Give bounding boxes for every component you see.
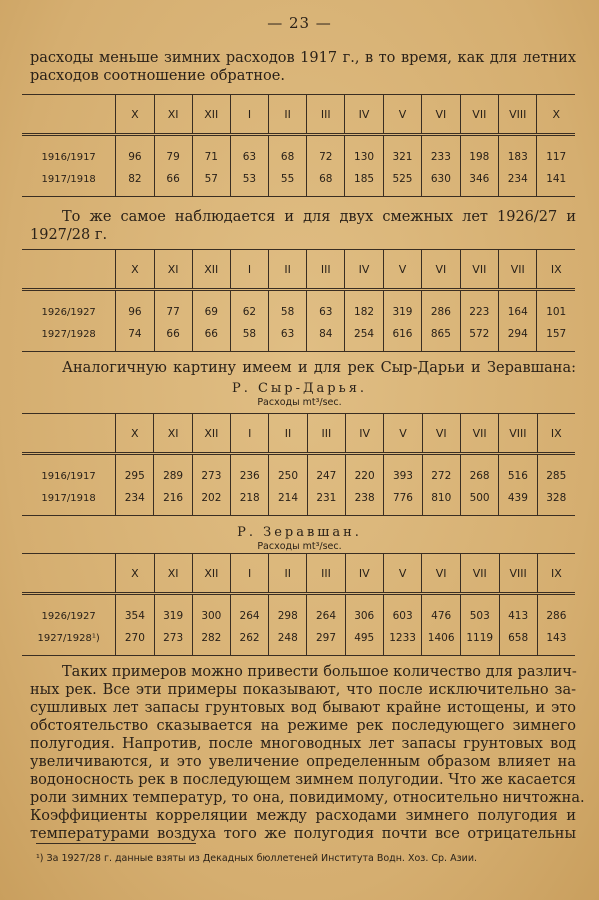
river-2-title: Р. Зеравшан. bbox=[237, 525, 362, 540]
river-2-units: Расходы mt³/sec. bbox=[257, 541, 342, 552]
column-header-month: VIII bbox=[499, 414, 537, 454]
table-cell: 141 bbox=[537, 168, 575, 197]
table-cell: 96 bbox=[116, 290, 154, 324]
table-cell: 393 bbox=[384, 454, 422, 488]
body-line: сушливых лет запасы грунтовых вод бывают крайне истощены, и это bbox=[30, 700, 576, 716]
column-header-month: III bbox=[307, 414, 345, 454]
column-header-month: XII bbox=[192, 95, 230, 135]
table-3-header bbox=[22, 414, 575, 454]
table-cell: 254 bbox=[345, 323, 383, 352]
table-cell: 500 bbox=[460, 487, 498, 516]
analog-paragraph bbox=[62, 359, 576, 377]
table-cell: 218 bbox=[231, 487, 269, 516]
table-row bbox=[22, 290, 575, 324]
body-line: температурами воздуха того же полугодия почти все отрицательны bbox=[30, 826, 576, 842]
column-header-month: V bbox=[383, 95, 421, 135]
table-cell: 525 bbox=[383, 168, 421, 197]
table-row bbox=[22, 454, 575, 488]
table-cell: 72 bbox=[307, 135, 345, 169]
table-cell: 74 bbox=[116, 323, 154, 352]
table-cell: 216 bbox=[154, 487, 192, 516]
table-2-header bbox=[22, 250, 575, 290]
table-row bbox=[22, 594, 575, 628]
table-cell: 183 bbox=[499, 135, 537, 169]
body-line: полугодия. Напротив, после многоводных лет запасы грунтовых вод bbox=[30, 736, 576, 752]
column-header-year bbox=[22, 554, 116, 594]
intro-line-2: расходов соотношение обратное. bbox=[30, 68, 285, 84]
column-header-month: XI bbox=[154, 554, 192, 594]
analog-line: Аналогичную картину имеем и для рек Сыр-Дарьи и Зеравшана: bbox=[62, 360, 576, 376]
body-line: обстоятельство сказывается на режиме рек последующего зимнего bbox=[30, 718, 576, 734]
column-header-month: VI bbox=[422, 414, 460, 454]
mid-line-1: То же самое наблюдается и для двух смежных лет 1926/27 и bbox=[62, 209, 576, 225]
row-year-label: 1917/1918 bbox=[41, 492, 96, 504]
table-1-body bbox=[22, 135, 575, 197]
table-cell: 321 bbox=[383, 135, 421, 169]
table-cell: 82 bbox=[116, 168, 154, 197]
column-header-month: VII bbox=[460, 250, 498, 290]
column-header-month: X bbox=[537, 95, 575, 135]
table-cell: 247 bbox=[307, 454, 345, 488]
table-row bbox=[22, 168, 575, 197]
column-header-month: IV bbox=[346, 414, 384, 454]
table-cell: 66 bbox=[192, 323, 230, 352]
table-cell: 616 bbox=[383, 323, 421, 352]
column-header-month: VII bbox=[499, 250, 537, 290]
table-cell: 69 bbox=[192, 290, 230, 324]
column-header-month: III bbox=[307, 250, 345, 290]
table-cell: 476 bbox=[422, 594, 461, 628]
footnote-rule bbox=[36, 843, 196, 844]
column-header-month: IV bbox=[345, 250, 383, 290]
table-1 bbox=[22, 94, 575, 197]
column-header-month: X bbox=[116, 554, 154, 594]
column-header-month: VI bbox=[422, 95, 460, 135]
table-cell: 62 bbox=[230, 290, 268, 324]
column-header-month: I bbox=[230, 95, 268, 135]
row-year-label: 1916/1917 bbox=[41, 470, 96, 482]
footnote: ¹) За 1927/28 г. данные взяты из Декадных бюллетеней Института Водн. Хоз. Ср. Азии. bbox=[36, 853, 478, 864]
table-cell: 865 bbox=[422, 323, 460, 352]
column-header-month: XII bbox=[192, 414, 230, 454]
table-cell: 289 bbox=[154, 454, 192, 488]
table-cell: 439 bbox=[499, 487, 537, 516]
table-cell: 68 bbox=[307, 168, 345, 197]
column-header-month: IV bbox=[345, 554, 383, 594]
table-cell: 57 bbox=[192, 168, 230, 197]
column-header-month: IX bbox=[537, 250, 575, 290]
table-cell: 306 bbox=[345, 594, 383, 628]
table-cell: 270 bbox=[116, 627, 154, 656]
row-year-label: 1926/1927 bbox=[41, 610, 96, 622]
column-header-month: II bbox=[269, 250, 307, 290]
column-header-month: I bbox=[230, 554, 268, 594]
table-cell: 319 bbox=[383, 290, 421, 324]
body-line: ных рек. Все эти примеры показывают, что после исключительно за- bbox=[30, 682, 576, 698]
table-cell: 264 bbox=[230, 594, 268, 628]
table-cell: 776 bbox=[384, 487, 422, 516]
table-cell: 53 bbox=[230, 168, 268, 197]
table-cell: 157 bbox=[537, 323, 575, 352]
table-cell: 272 bbox=[422, 454, 460, 488]
column-header-month: V bbox=[383, 250, 421, 290]
table-4-body bbox=[22, 594, 575, 656]
mid-paragraph bbox=[30, 208, 576, 244]
table-cell: 294 bbox=[499, 323, 537, 352]
column-header-month: IV bbox=[345, 95, 383, 135]
column-header-month: IX bbox=[537, 414, 575, 454]
column-header-month: X bbox=[116, 414, 154, 454]
table-cell: 354 bbox=[116, 594, 154, 628]
table-cell: 1406 bbox=[422, 627, 461, 656]
table-cell: 58 bbox=[230, 323, 268, 352]
table-cell: 658 bbox=[499, 627, 537, 656]
table-1-header bbox=[22, 95, 575, 135]
column-header-month: VIII bbox=[499, 95, 537, 135]
column-header-month: I bbox=[231, 414, 269, 454]
table-cell: 248 bbox=[269, 627, 307, 656]
mid-line-2: 1927/28 г. bbox=[30, 227, 108, 243]
table-cell: 297 bbox=[307, 627, 345, 656]
intro-paragraph bbox=[30, 49, 576, 85]
column-header-month: VII bbox=[460, 414, 498, 454]
table-cell: 130 bbox=[345, 135, 383, 169]
table-cell: 233 bbox=[422, 135, 460, 169]
table-cell: 202 bbox=[192, 487, 230, 516]
table-cell: 143 bbox=[537, 627, 575, 656]
table-cell: 79 bbox=[154, 135, 192, 169]
table-cell: 319 bbox=[154, 594, 192, 628]
column-header-month: III bbox=[307, 95, 345, 135]
column-header-year bbox=[22, 250, 116, 290]
body-line: Коэффициенты корреляции между расходами зимнего полугодия и bbox=[30, 808, 576, 824]
column-header-month: X bbox=[116, 95, 154, 135]
table-cell: 503 bbox=[460, 594, 499, 628]
table-cell: 516 bbox=[499, 454, 537, 488]
column-header-month: II bbox=[269, 554, 307, 594]
table-cell: 298 bbox=[269, 594, 307, 628]
column-header-month: III bbox=[307, 554, 345, 594]
table-cell: 264 bbox=[307, 594, 345, 628]
table-cell: 413 bbox=[499, 594, 537, 628]
table-cell: 214 bbox=[269, 487, 307, 516]
table-cell: 282 bbox=[192, 627, 230, 656]
row-year-label: 1916/1917 bbox=[41, 151, 96, 163]
table-cell: 164 bbox=[499, 290, 537, 324]
column-header-month: XI bbox=[154, 414, 192, 454]
table-2-body bbox=[22, 290, 575, 352]
table-cell: 495 bbox=[345, 627, 383, 656]
table-cell: 84 bbox=[307, 323, 345, 352]
table-cell: 101 bbox=[537, 290, 575, 324]
table-cell: 630 bbox=[422, 168, 460, 197]
table-row bbox=[22, 627, 575, 656]
table-cell: 231 bbox=[307, 487, 345, 516]
column-header-month: IX bbox=[537, 554, 575, 594]
table-cell: 66 bbox=[154, 168, 192, 197]
table-3 bbox=[22, 413, 575, 516]
table-cell: 603 bbox=[383, 594, 422, 628]
table-3-body bbox=[22, 454, 575, 516]
column-header-year bbox=[22, 414, 116, 454]
table-cell: 268 bbox=[460, 454, 498, 488]
column-header-month: II bbox=[269, 95, 307, 135]
table-cell: 66 bbox=[154, 323, 192, 352]
column-header-month: XII bbox=[192, 250, 230, 290]
table-cell: 273 bbox=[192, 454, 230, 488]
table-cell: 63 bbox=[307, 290, 345, 324]
table-cell: 285 bbox=[537, 454, 575, 488]
table-cell: 262 bbox=[230, 627, 268, 656]
table-cell: 58 bbox=[269, 290, 307, 324]
table-row bbox=[22, 323, 575, 352]
river-1-units: Расходы mt³/sec. bbox=[257, 397, 342, 408]
column-header-month: VI bbox=[422, 554, 461, 594]
table-cell: 234 bbox=[499, 168, 537, 197]
table-cell: 810 bbox=[422, 487, 460, 516]
body-line: водоносность рек в последующем зимнем полугодии. Что же касается bbox=[30, 772, 576, 788]
table-row bbox=[22, 487, 575, 516]
page-number: — 23 — bbox=[267, 14, 332, 32]
table-cell: 250 bbox=[269, 454, 307, 488]
table-4-header bbox=[22, 554, 575, 594]
table-cell: 273 bbox=[154, 627, 192, 656]
table-cell: 185 bbox=[345, 168, 383, 197]
column-header-month: VIII bbox=[499, 554, 537, 594]
table-cell: 220 bbox=[346, 454, 384, 488]
table-4 bbox=[22, 553, 575, 656]
column-header-month: VII bbox=[460, 554, 499, 594]
table-cell: 300 bbox=[192, 594, 230, 628]
intro-line-1: расходы меньше зимних расходов 1917 г., в то время, как для летних bbox=[30, 50, 576, 66]
column-header-month: I bbox=[230, 250, 268, 290]
column-header-month: V bbox=[384, 414, 422, 454]
table-2 bbox=[22, 249, 575, 352]
column-header-month: XII bbox=[192, 554, 230, 594]
table-cell: 96 bbox=[116, 135, 154, 169]
table-cell: 295 bbox=[116, 454, 154, 488]
table-cell: 223 bbox=[460, 290, 498, 324]
river-1-title: Р. Сыр-Дарья. bbox=[231, 381, 368, 396]
row-year-label: 1926/1927 bbox=[41, 306, 96, 318]
column-header-month: II bbox=[269, 414, 307, 454]
body-line: Таких примеров можно привести большое количество для различ- bbox=[62, 664, 577, 680]
column-header-month: X bbox=[116, 250, 154, 290]
column-header-month: VII bbox=[460, 95, 498, 135]
body-line: роли зимних температур, то она, повидимому, относительно ничтожна. bbox=[30, 790, 585, 806]
table-cell: 63 bbox=[230, 135, 268, 169]
table-cell: 1119 bbox=[460, 627, 499, 656]
row-year-label: 1917/1918 bbox=[41, 173, 96, 185]
table-cell: 234 bbox=[116, 487, 154, 516]
table-row bbox=[22, 135, 575, 169]
column-header-year bbox=[22, 95, 116, 135]
table-cell: 198 bbox=[460, 135, 498, 169]
table-cell: 71 bbox=[192, 135, 230, 169]
column-header-month: V bbox=[383, 554, 422, 594]
table-cell: 346 bbox=[460, 168, 498, 197]
table-cell: 55 bbox=[269, 168, 307, 197]
column-header-month: XI bbox=[154, 250, 192, 290]
table-cell: 1233 bbox=[383, 627, 422, 656]
column-header-month: XI bbox=[154, 95, 192, 135]
row-year-label: 1927/1928¹) bbox=[37, 632, 100, 644]
table-cell: 77 bbox=[154, 290, 192, 324]
table-cell: 68 bbox=[269, 135, 307, 169]
table-cell: 328 bbox=[537, 487, 575, 516]
column-header-month: VI bbox=[422, 250, 460, 290]
table-cell: 63 bbox=[269, 323, 307, 352]
table-cell: 286 bbox=[422, 290, 460, 324]
table-cell: 236 bbox=[231, 454, 269, 488]
table-cell: 572 bbox=[460, 323, 498, 352]
table-cell: 286 bbox=[537, 594, 575, 628]
table-cell: 117 bbox=[537, 135, 575, 169]
table-cell: 182 bbox=[345, 290, 383, 324]
row-year-label: 1927/1928 bbox=[41, 328, 96, 340]
table-cell: 238 bbox=[346, 487, 384, 516]
body-line: увеличиваются, и это увеличение определенным образом влияет на bbox=[30, 754, 576, 770]
body-paragraph bbox=[30, 663, 585, 843]
